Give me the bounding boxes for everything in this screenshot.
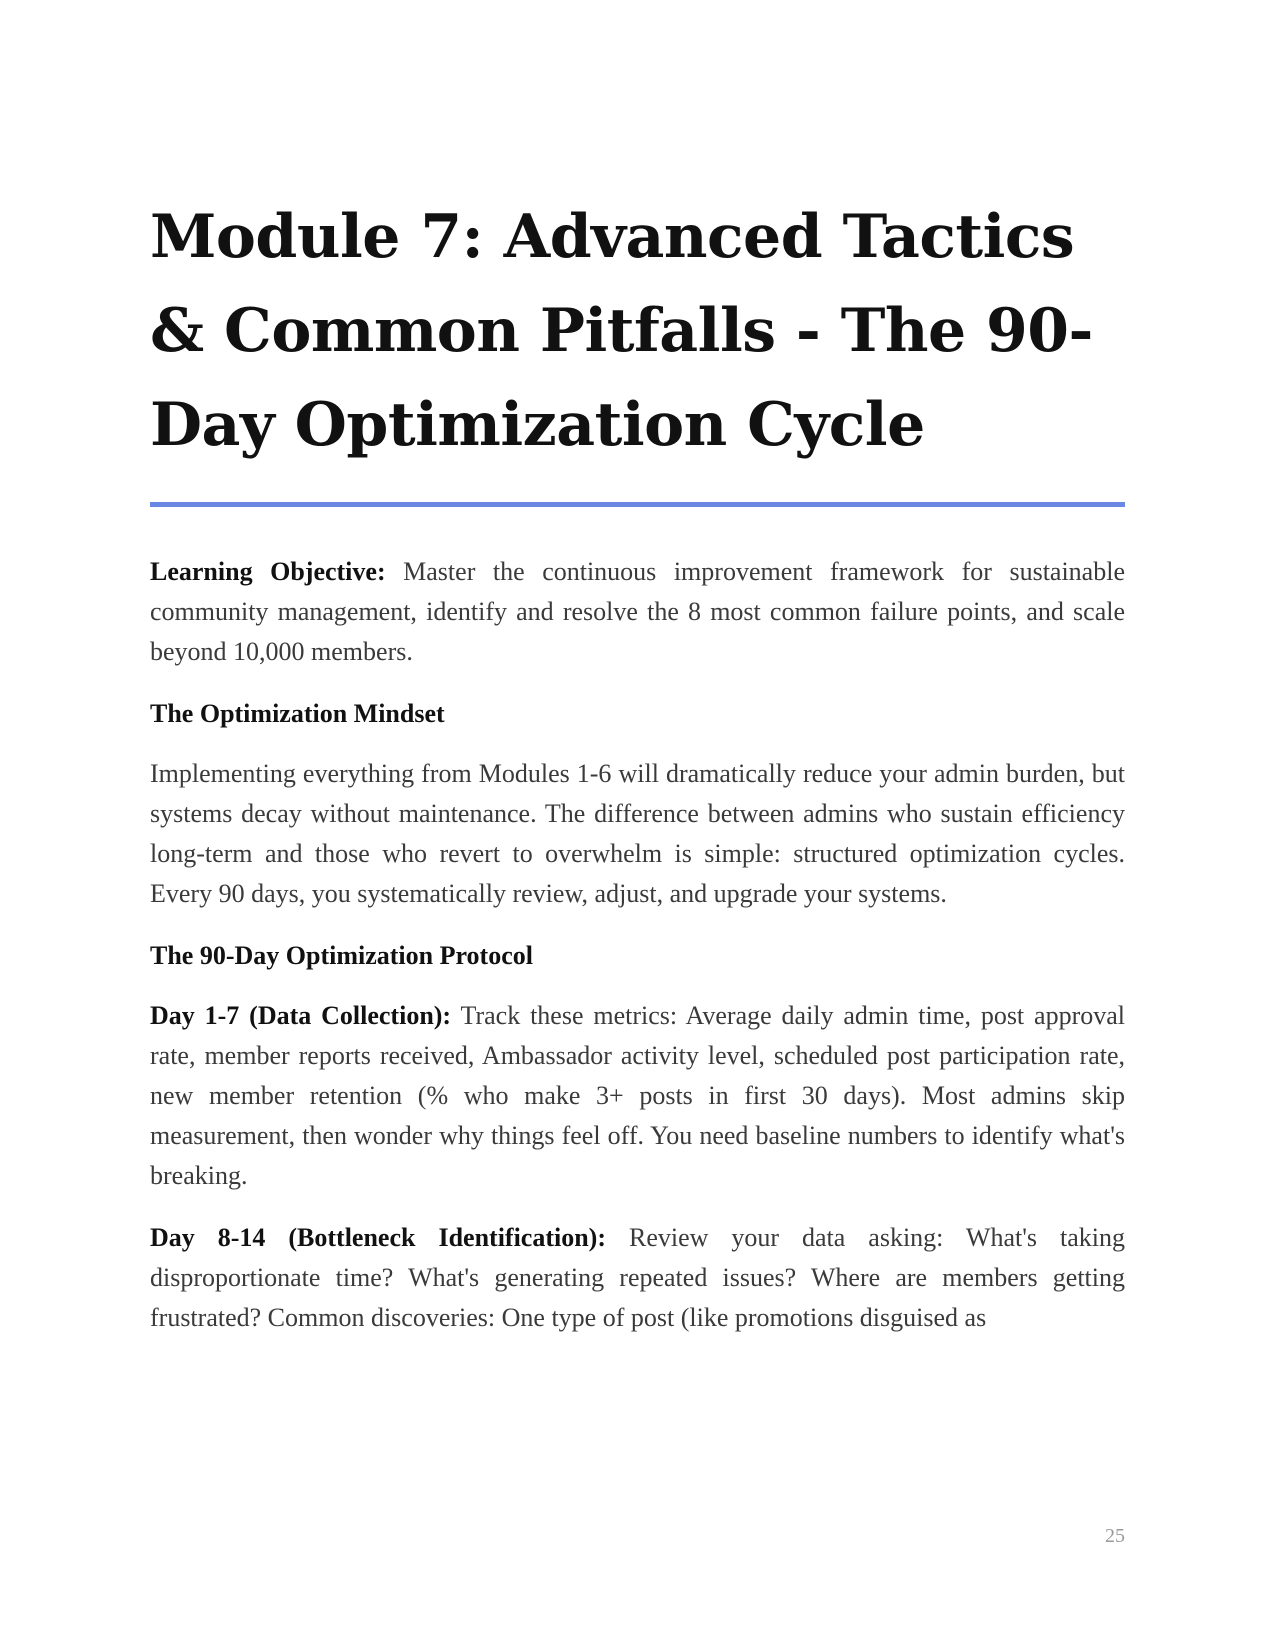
protocol-item-text: Review your data asking: What's taking disproportionate time? What's generating repeated issues? Where are members getting frustrated? Common discoveries: One type of post (like promotions disguised as [150, 1223, 1125, 1332]
page-title: Module 7: Advanced Tactics & Common Pitfalls - The 90-Day Optimization Cycle [150, 202, 1093, 460]
section-heading-optimization-protocol: The 90-Day Optimization Protocol [150, 941, 533, 970]
section-heading-optimization-mindset: The Optimization Mindset [150, 699, 445, 728]
protocol-item-label: Day 1-7 (Data Collection): [150, 1001, 452, 1030]
protocol-item-text: Track these metrics: Average daily admin time, post approval rate, member reports received, Ambassador activity level, scheduled post participation rate, new member retention (% who make 3+ posts in first 30 days). Most admins skip measurement, then wonder why things feel off. You need baseline numbers to identify what's breaking. [150, 1001, 1125, 1190]
page-number: 25 [1105, 1525, 1125, 1547]
title-divider [150, 502, 1125, 507]
protocol-item-bottleneck-identification [150, 1218, 1125, 1338]
protocol-item-label: Day 8-14 (Bottleneck Identification): [150, 1223, 606, 1252]
document-page [150, 190, 1125, 1338]
learning-objective [150, 552, 1125, 672]
optimization-mindset-body: Implementing everything from Modules 1-6 will dramatically reduce your admin burden, but systems decay without maintenance. The difference between admins who sustain efficiency long-term and those who revert to overwhelm is simple: structured optimization cycles. Every 90 days, you systematically review, adjust, and upgrade your systems. [150, 759, 1125, 908]
learning-objective-text: Master the continuous improvement framework for sustainable community management, identify and resolve the 8 most common failure points, and scale beyond 10,000 members. [150, 557, 1125, 666]
learning-objective-label: Learning Objective: [150, 557, 386, 586]
protocol-item-data-collection [150, 996, 1125, 1196]
